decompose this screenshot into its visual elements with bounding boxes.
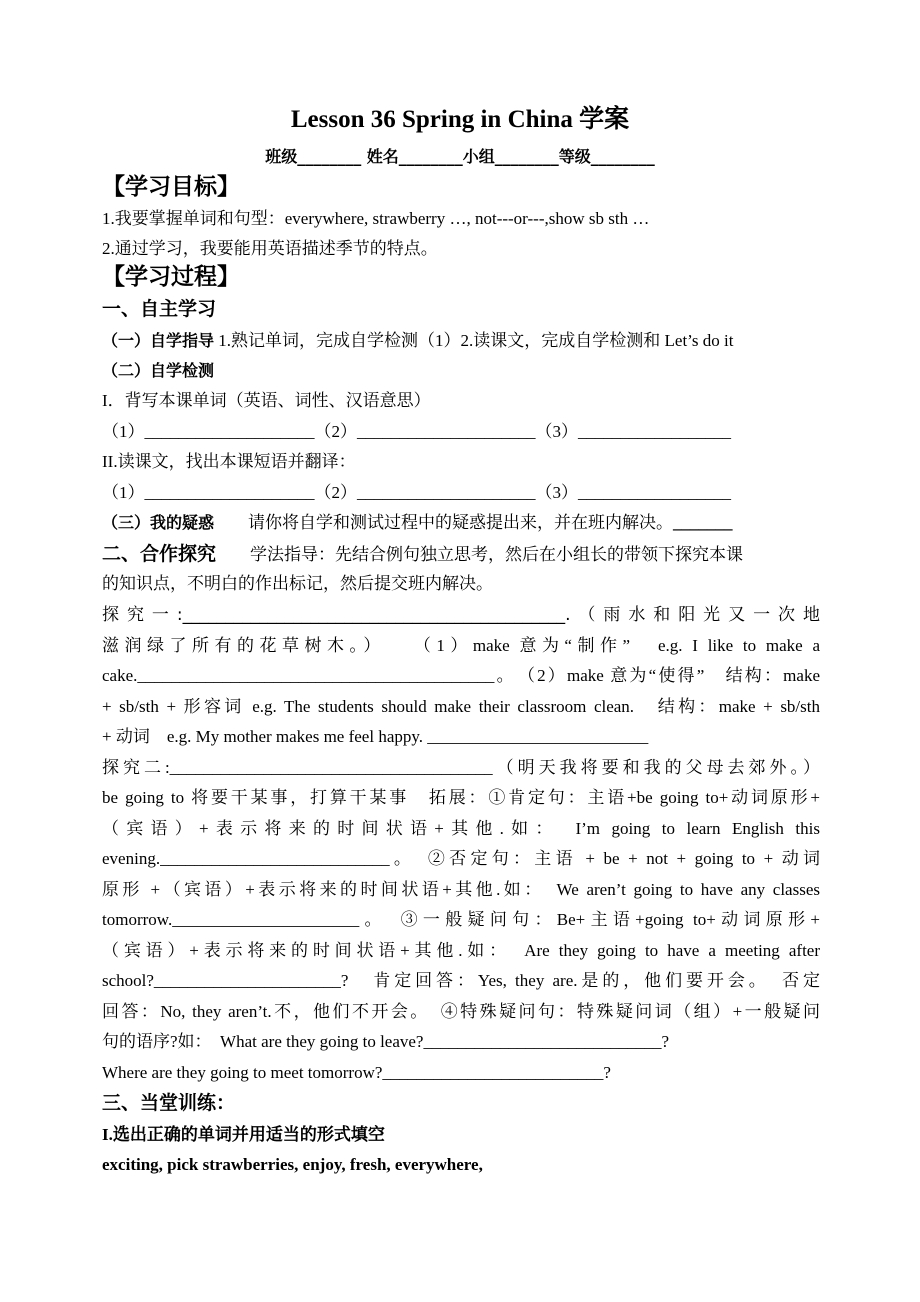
doubt-blank[interactable]: _______: [673, 513, 733, 532]
doubt-line: [102, 511, 733, 535]
coop-line: [102, 541, 743, 567]
explore1-line-3: cake.__________________________________________。 （2）make 意为“使得” 结构：make: [102, 666, 820, 685]
explore2-line-5: 原形 +（宾语）+表示将来的时间状语+其他.如： We aren’t going to have any classes: [102, 880, 820, 899]
explore2-line-8: school?______________________? 肯定回答：Yes, they are.是的，他们要开会。 否定: [102, 971, 820, 990]
guide-text: 1.熟记单词，完成自学检测（1）2.读课文，完成自学检测和 Let’s do it: [214, 331, 734, 350]
explore2-line-6: tomorrow.______________________。 ③一般疑问句：Be+主语+going to+动词原形+: [102, 910, 820, 929]
explore1-line-5: + 动词 e.g. My mother makes me feel happy. __________________________: [102, 727, 649, 746]
blank-row-1: [102, 420, 731, 444]
blank-row-2: [102, 481, 731, 505]
blank[interactable]: （3）__________________: [535, 422, 731, 441]
self-check-label: （二）自学检测: [102, 361, 215, 380]
doubt-text: 请你将自学和测试过程中的疑惑提出来，并在班内解决。: [248, 513, 674, 532]
explore1-line-1: 探究一:_____________________________________________.（雨水和阳光又一次地: [102, 605, 820, 625]
goals-heading: 【学习目标】: [102, 174, 240, 200]
blank[interactable]: （3）__________________: [535, 483, 731, 502]
explore2-line-7: （宾语）+表示将来的时间状语+其他.如： Are they going to have a meeting after: [102, 941, 820, 960]
practice-heading: 三、当堂训练：: [102, 1092, 236, 1114]
explore2-line-2: be going to 将要干某事，打算干某事 拓展：①肯定句：主语+be going to+动词原形+: [102, 788, 820, 807]
blank[interactable]: （1）____________________: [102, 483, 315, 502]
self-study-heading: 一、自主学习: [102, 298, 217, 320]
explore1-line-4: + sb/sth + 形容词 e.g. The students should make their classroom clean. 结构：make + sb/sth: [102, 697, 820, 716]
doubt-label: （三）我的疑惑: [102, 513, 215, 532]
coop-guide-1: 学法指导：先结合例句独立思考，然后在小组长的带领下探究本课: [250, 545, 744, 564]
explore2-line-11: Where are they going to meet tomorrow?__________________________?: [102, 1063, 611, 1082]
practice-words: exciting, pick strawberries, enjoy, fresh, everywhere,: [102, 1155, 483, 1174]
blank[interactable]: （2）_____________________: [314, 422, 536, 441]
blank[interactable]: （2）_____________________: [314, 483, 536, 502]
practice-task: I.选出正确的单词并用适当的形式填空: [102, 1125, 385, 1144]
process-heading: 【学习过程】: [102, 264, 240, 290]
page-title: Lesson 36 Spring in China 学案: [290, 106, 630, 133]
explore2-line-1: 探究二:______________________________________（明天我将要和我的父母去郊外。）: [102, 758, 820, 777]
coop-guide-2: 的知识点，不明白的作出标记，然后提交班内解决。: [102, 574, 493, 593]
coop-heading: 二、合作探究: [102, 543, 217, 565]
goal-item-2: 2.通过学习，我要能用英语描述季节的特点。: [102, 239, 438, 258]
self-study-guide: [102, 329, 733, 353]
explore1-line-2: 滋润绿了所有的花草树木。） （1）make 意为“制作” e.g. I like to make a: [102, 636, 820, 655]
question-1: I．背写本课单词（英语、词性、汉语意思）: [102, 391, 431, 410]
blank[interactable]: （1）____________________: [102, 422, 315, 441]
explore2-line-4: evening.___________________________。 ②否定句：主语 + be + not + going to + 动词: [102, 849, 820, 868]
explore2-line-10: 句的语序?如： What are they going to leave?____________________________?: [102, 1032, 670, 1051]
info-line: 班级________ 姓名________小组________等级________: [265, 147, 655, 166]
explore2-line-9: 回答：No, they aren’t.不，他们不开会。 ④特殊疑问句：特殊疑问词（组）+一般疑问: [102, 1002, 820, 1021]
question-2: II.读课文，找出本课短语并翻译：: [102, 452, 356, 471]
explore2-line-3: （宾语）+表示将来的时间状语+其他.如： I’m going to learn English this: [102, 819, 820, 838]
guide-label: （一）自学指导: [102, 331, 215, 350]
goal-item-1: 1.我要掌握单词和句型：everywhere, strawberry …, not---or---,show sb sth …: [102, 209, 650, 228]
